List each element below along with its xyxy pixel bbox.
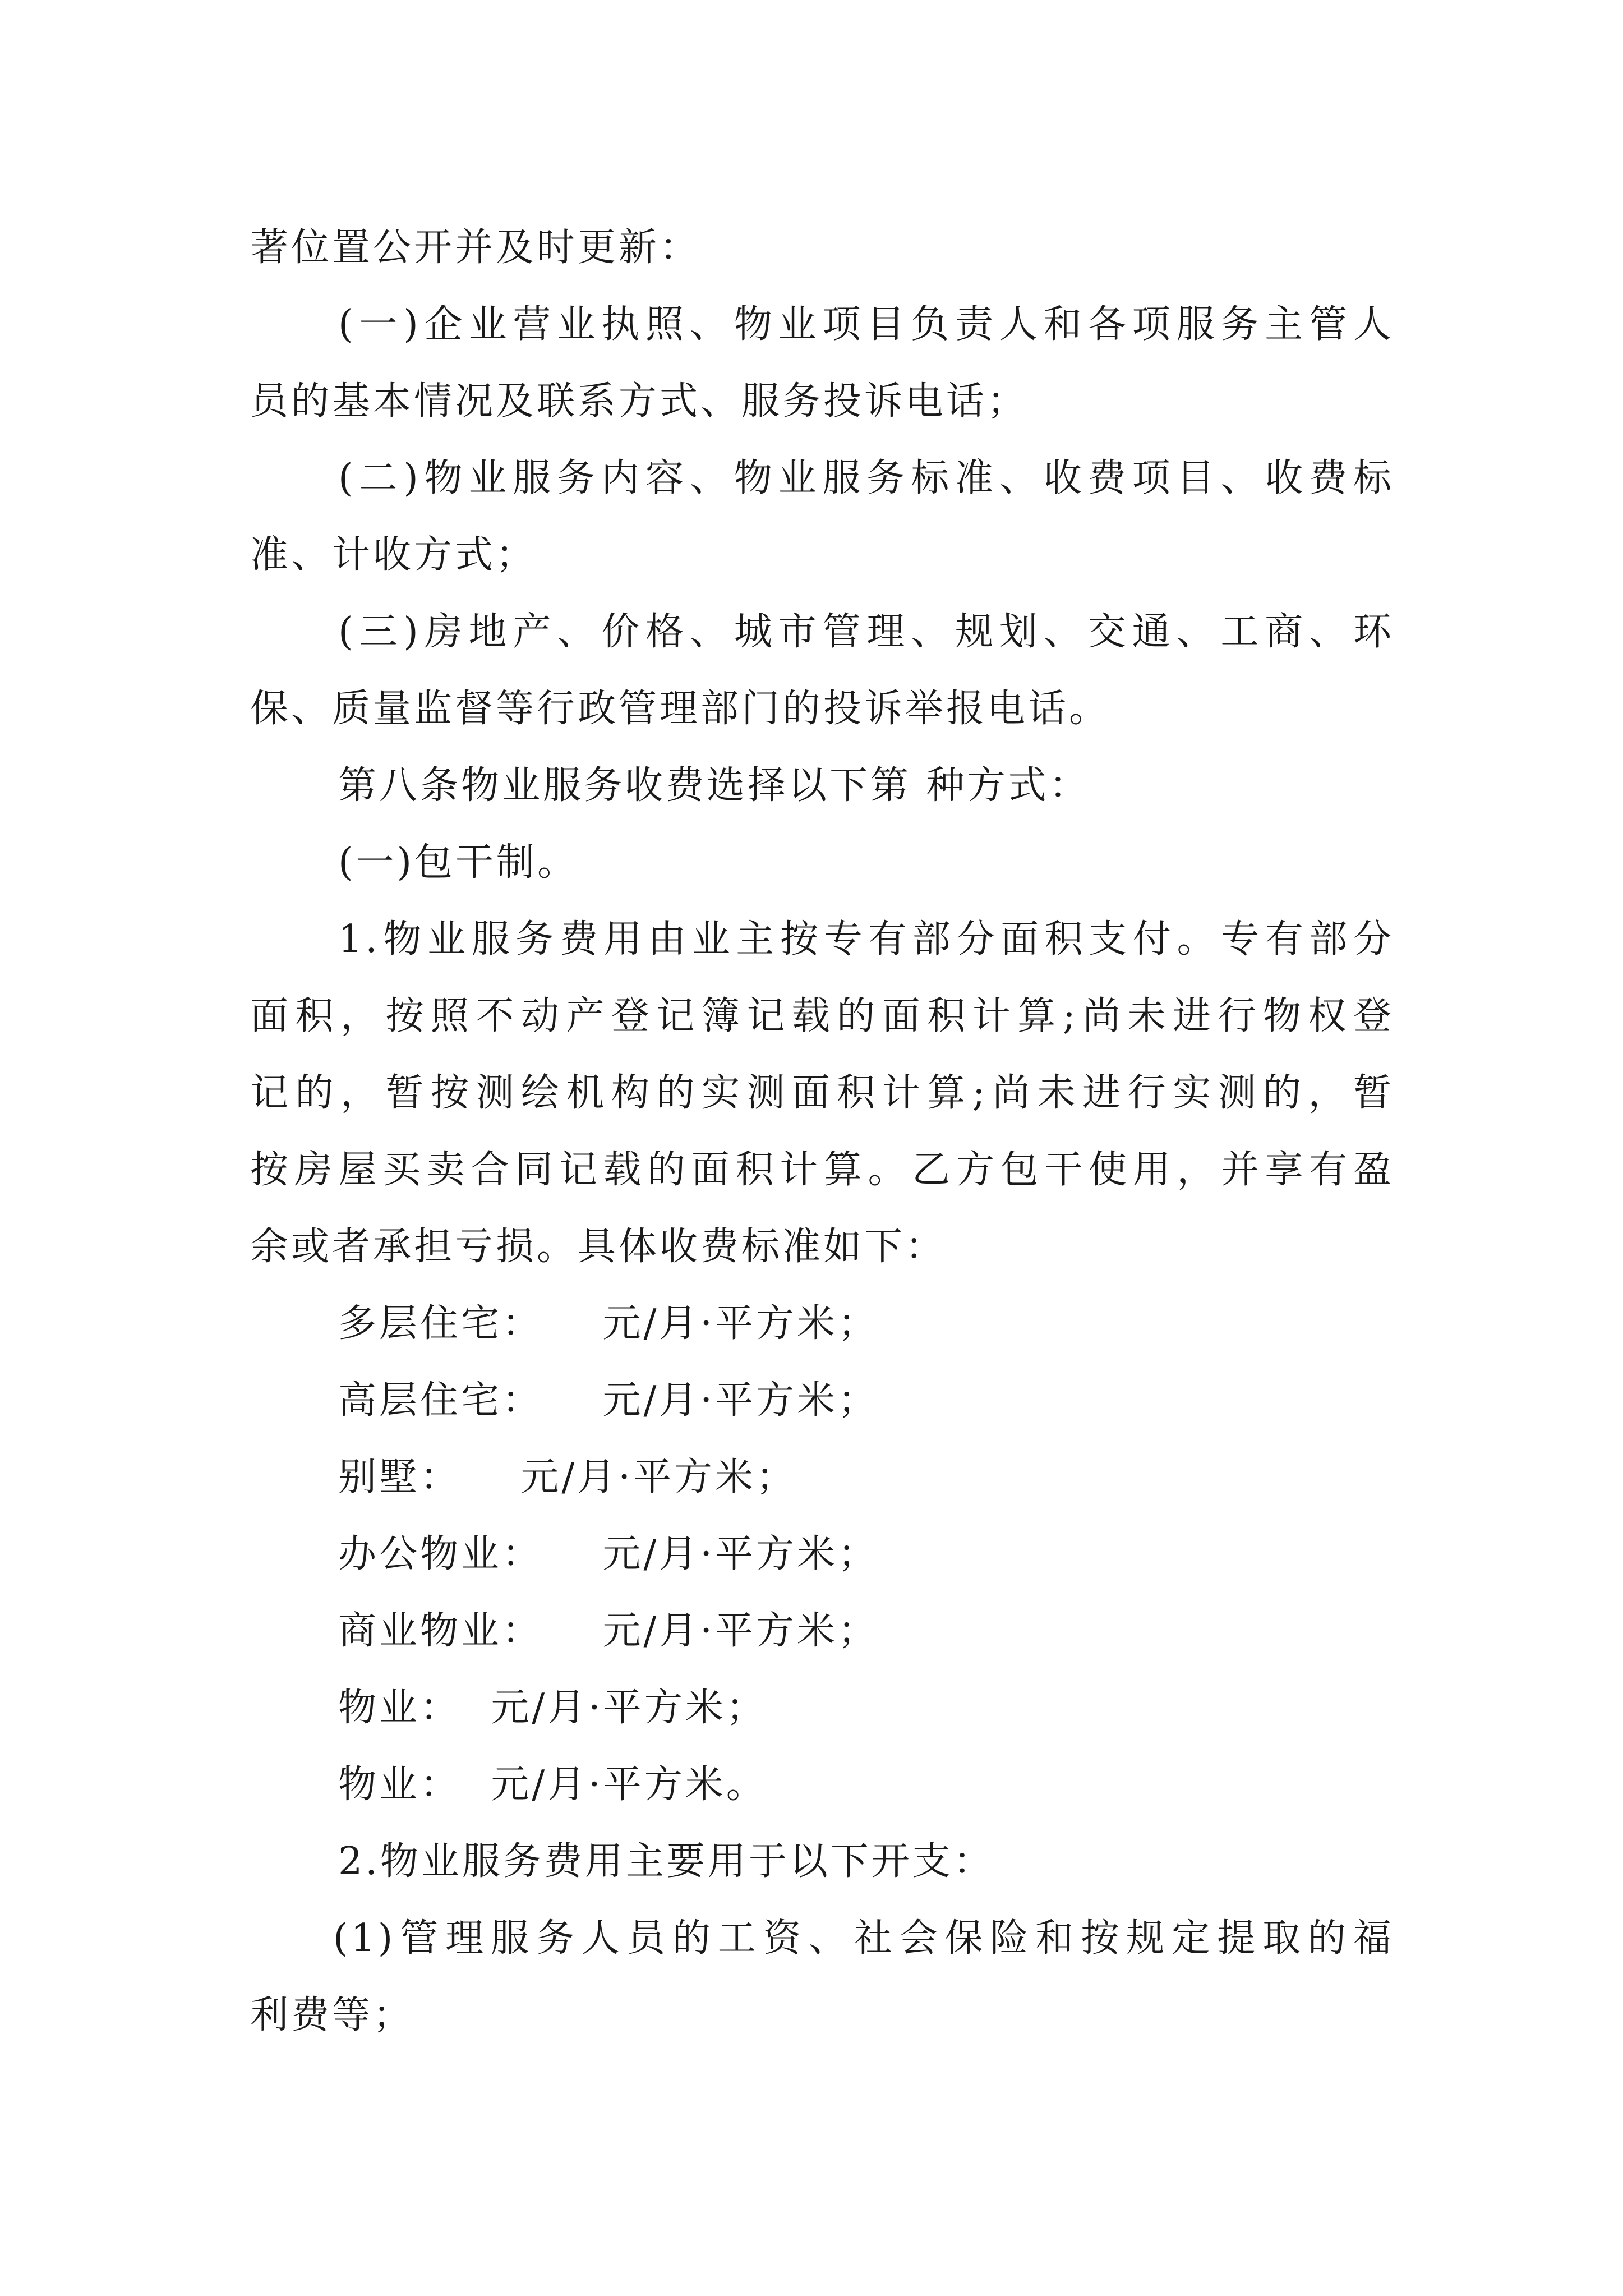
fee-item: 别墅： 元/月·平方米； <box>338 1455 797 1499</box>
text-line: (1)管理服务人员的工资、社会保险和按规定提取的福 <box>333 1916 1394 1961</box>
fee-item: 商业物业： 元/月·平方米； <box>338 1609 879 1653</box>
contract-body-text <box>250 209 1394 2054</box>
fee-item: 多层住宅： 元/月·平方米； <box>338 1301 879 1346</box>
text-line: 准、计收方式； <box>250 533 537 577</box>
fee-item: 物业： 元/月·平方米。 <box>338 1763 767 1807</box>
text-line: 面积，按照不动产登记簿记载的面积计算;尚未进行物权登 <box>250 994 1394 1038</box>
text-line: (一)企业营业执照、物业项目负责人和各项服务主管人 <box>338 302 1394 347</box>
text-line: (三)房地产、价格、城市管理、规划、交通、工商、环 <box>338 610 1394 654</box>
text-line: 记的，暂按测绘机构的实测面积计算;尚未进行实测的，暂 <box>250 1071 1394 1115</box>
text-line: (一)包干制。 <box>338 840 579 885</box>
fee-item: 办公物业： 元/月·平方米； <box>338 1532 879 1576</box>
text-line: 余或者承担亏损。具体收费标准如下： <box>250 1225 947 1269</box>
text-line: 1.物业服务费用由业主按专有部分面积支付。专有部分 <box>338 917 1394 961</box>
text-line: 员的基本情况及联系方式、服务投诉电话； <box>250 379 1029 424</box>
text-line: (二)物业服务内容、物业服务标准、收费项目、收费标 <box>338 456 1394 500</box>
text-line: 保、质量监督等行政管理部门的投诉举报电话。 <box>250 687 1110 731</box>
text-line: 2.物业服务费用主要用于以下开支： <box>338 1839 994 1884</box>
text-line: 按房屋买卖合同记载的面积计算。乙方包干使用，并享有盈 <box>250 1148 1394 1192</box>
fee-item: 物业： 元/月·平方米； <box>338 1686 767 1730</box>
text-line: 利费等； <box>250 1993 414 2037</box>
text-line: 著位置公开并及时更新： <box>250 226 701 270</box>
article-heading: 第八条物业服务收费选择以下第 种方式： <box>338 763 1090 808</box>
fee-item: 高层住宅： 元/月·平方米； <box>338 1378 879 1423</box>
